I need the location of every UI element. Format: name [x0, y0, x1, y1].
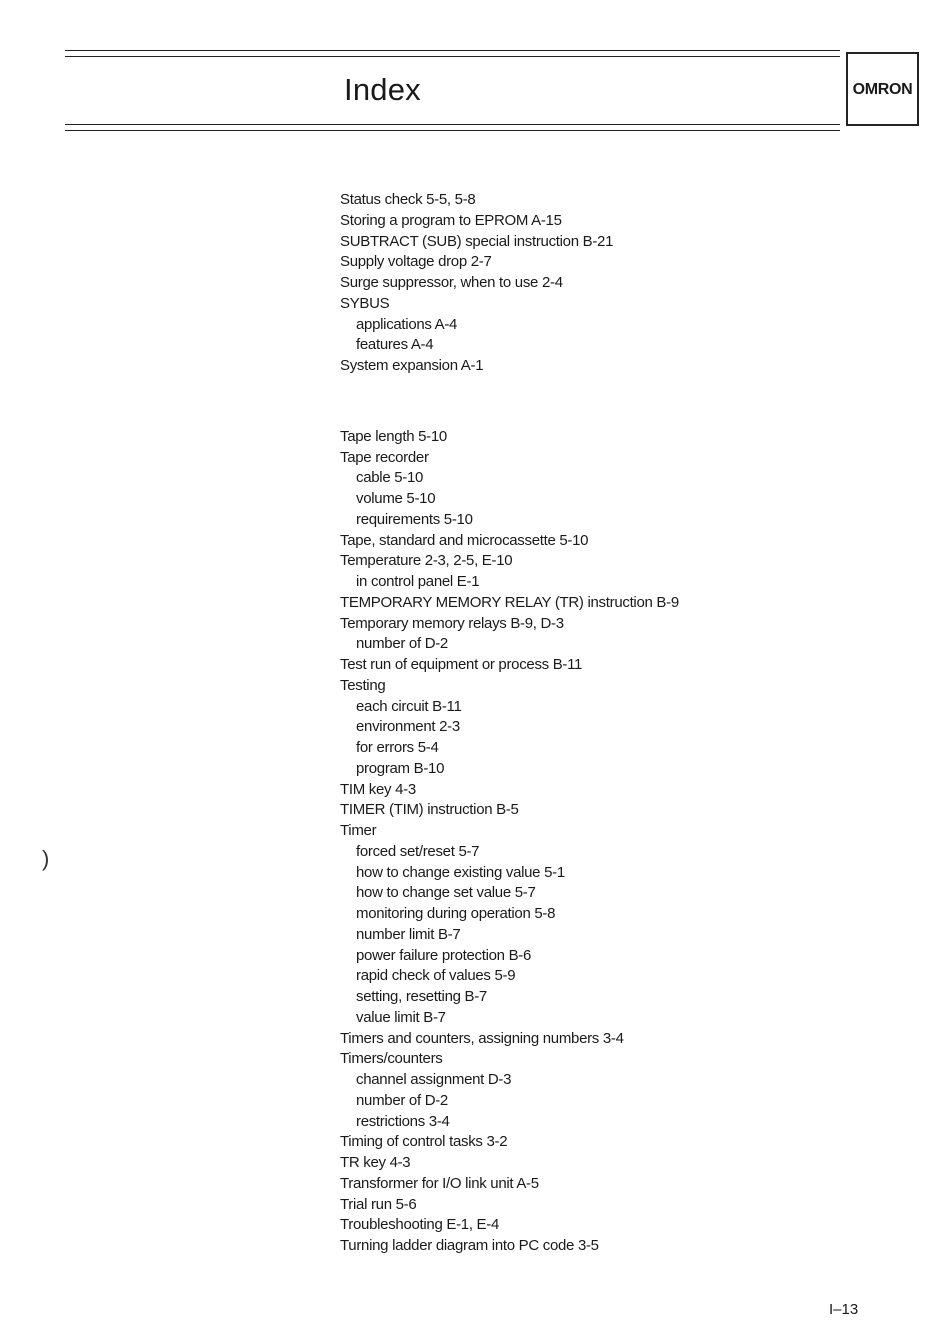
index-subentry: applications A-4	[356, 315, 458, 333]
index-subentry: value limit B-7	[356, 1008, 446, 1026]
index-entry: Surge suppressor, when to use 2-4	[340, 274, 563, 291]
index-entry: Timers and counters, assigning numbers 3-4	[340, 1029, 624, 1047]
index-entry: Supply voltage drop 2-7	[340, 253, 492, 271]
index-entry: Tape recorder	[340, 448, 429, 466]
index-subentry: number limit B-7	[356, 925, 461, 943]
index-entry: Trial run 5-6	[340, 1195, 417, 1213]
index-entry: Turning ladder diagram into PC code 3-5	[340, 1237, 599, 1254]
header-rule-bottom	[65, 124, 840, 125]
index-subentry: number of D-2	[356, 635, 448, 653]
margin-mark: )	[42, 846, 50, 871]
index-subentry: requirements 5-10	[356, 510, 473, 528]
index-entry: TIM key 4-3	[340, 780, 416, 798]
brand-logo-text: OMRON	[852, 81, 913, 98]
index-entry: Timer	[340, 822, 377, 839]
brand-logo	[846, 52, 919, 126]
index-subentry: setting, resetting B-7	[356, 988, 487, 1005]
index-subentry: program B-10	[356, 759, 445, 777]
index-entry: Test run of equipment or process B-11	[340, 656, 583, 673]
index-entry: Timers/counters	[340, 1050, 443, 1068]
index-entry: Transformer for I/O link unit A-5	[340, 1174, 539, 1192]
index-subentry: channel assignment D-3	[356, 1071, 512, 1088]
index-entry: Troubleshooting E-1, E-4	[340, 1216, 500, 1234]
header-rule-bottom-outer	[65, 130, 840, 131]
index-subentry: features A-4	[356, 336, 434, 354]
index-entry: TR key 4-3	[340, 1154, 411, 1171]
index-subentry: forced set/reset 5-7	[356, 842, 480, 860]
index-subentry: for errors 5-4	[356, 739, 439, 756]
index-subentry: each circuit B-11	[356, 697, 462, 715]
index-entry: Tape, standard and microcassette 5-10	[340, 531, 589, 549]
index-entry: SYBUS	[340, 294, 390, 312]
index-subentry: cable 5-10	[356, 469, 424, 487]
header-rule-top	[65, 50, 840, 51]
index-subentry: rapid check of values 5-9	[356, 967, 516, 985]
index-subentry: in control panel E-1	[356, 573, 480, 590]
index-subentry: number of D-2	[356, 1091, 448, 1109]
index-subentry: volume 5-10	[356, 490, 436, 507]
index-entry: Status check 5-5, 5-8	[340, 191, 476, 208]
index-entry: TIMER (TIM) instruction B-5	[340, 801, 519, 819]
page-number: I–13	[829, 1301, 859, 1318]
index-entry: Timing of control tasks 3-2	[340, 1133, 508, 1151]
index-subentry: restrictions 3-4	[356, 1112, 450, 1130]
index-subentry: environment 2-3	[356, 718, 460, 736]
header-rule-top-inner	[65, 56, 840, 57]
index-subentry: how to change existing value 5-1	[356, 863, 565, 881]
index-entry: System expansion A-1	[340, 357, 484, 374]
index-entry: Temperature 2-3, 2-5, E-10	[340, 552, 513, 570]
index-subentry: power failure protection B-6	[356, 946, 532, 964]
index-entry: Testing	[340, 676, 386, 694]
index-entry: Tape length 5-10	[340, 427, 447, 445]
index-entry: Storing a program to EPROM A-15	[340, 211, 562, 229]
index-entry: TEMPORARY MEMORY RELAY (TR) instruction B-9	[340, 593, 679, 611]
index-entry: Temporary memory relays B-9, D-3	[340, 614, 564, 632]
index-entry: SUBTRACT (SUB) special instruction B-21	[340, 232, 614, 250]
page-title: Index	[344, 72, 421, 107]
index-subentry: monitoring during operation 5-8	[356, 905, 556, 922]
index-subentry: how to change set value 5-7	[356, 884, 536, 902]
